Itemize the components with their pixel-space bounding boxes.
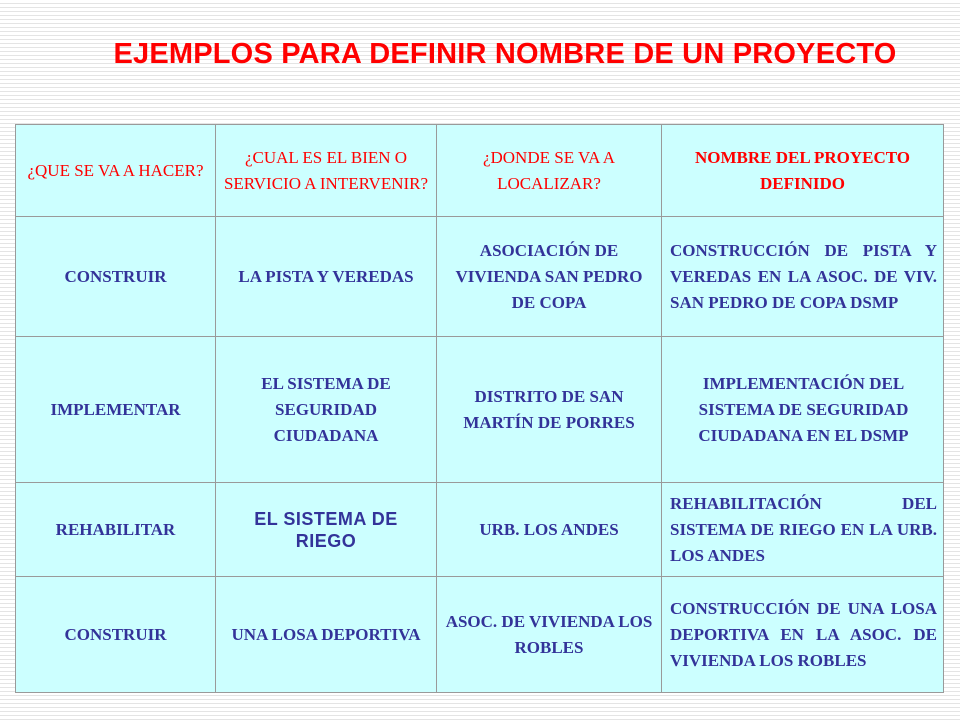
cell-action: REHABILITAR [16,483,216,577]
cell-object: EL SISTEMA DE SEGURIDAD CIUDADANA [216,337,437,483]
cell-location: ASOC. DE VIVIENDA LOS ROBLES [437,577,662,693]
cell-project-name: REHABILITACIÓN DEL SISTEMA DE RIEGO EN LA URB. LOS ANDES [662,483,944,577]
table-header-row [16,125,944,217]
cell-project-name: CONSTRUCCIÓN DE UNA LOSA DEPORTIVA EN LA ASOC. DE VIVIENDA LOS ROBLES [662,577,944,693]
cell-object: EL SISTEMA DE RIEGO [216,483,437,577]
cell-project-name: CONSTRUCCIÓN DE PISTA Y VEREDAS EN LA ASOC. DE VIV. SAN PEDRO DE COPA DSMP [662,217,944,337]
cell-object: UNA LOSA DEPORTIVA [216,577,437,693]
project-examples-table [15,124,944,693]
header-where: ¿DONDE SE VA A LOCALIZAR? [437,125,662,217]
table-row [16,217,944,337]
cell-project-name: IMPLEMENTACIÓN DEL SISTEMA DE SEGURIDAD CIUDADANA EN EL DSMP [662,337,944,483]
header-which-asset: ¿CUAL ES EL BIEN O SERVICIO A INTERVENIR? [216,125,437,217]
cell-action: CONSTRUIR [16,577,216,693]
page-title: EJEMPLOS PARA DEFINIR NOMBRE DE UN PROYECTO [113,38,897,70]
cell-location: DISTRITO DE SAN MARTÍN DE PORRES [437,337,662,483]
table-row [16,577,944,693]
cell-object: LA PISTA Y VEREDAS [216,217,437,337]
cell-location: URB. LOS ANDES [437,483,662,577]
cell-action: CONSTRUIR [16,217,216,337]
table-row [16,483,944,577]
table-row [16,337,944,483]
cell-action: IMPLEMENTAR [16,337,216,483]
header-what: ¿QUE SE VA A HACER? [16,125,216,217]
header-project-name: NOMBRE DEL PROYECTO DEFINIDO [662,125,944,217]
cell-location: ASOCIACIÓN DE VIVIENDA SAN PEDRO DE COPA [437,217,662,337]
